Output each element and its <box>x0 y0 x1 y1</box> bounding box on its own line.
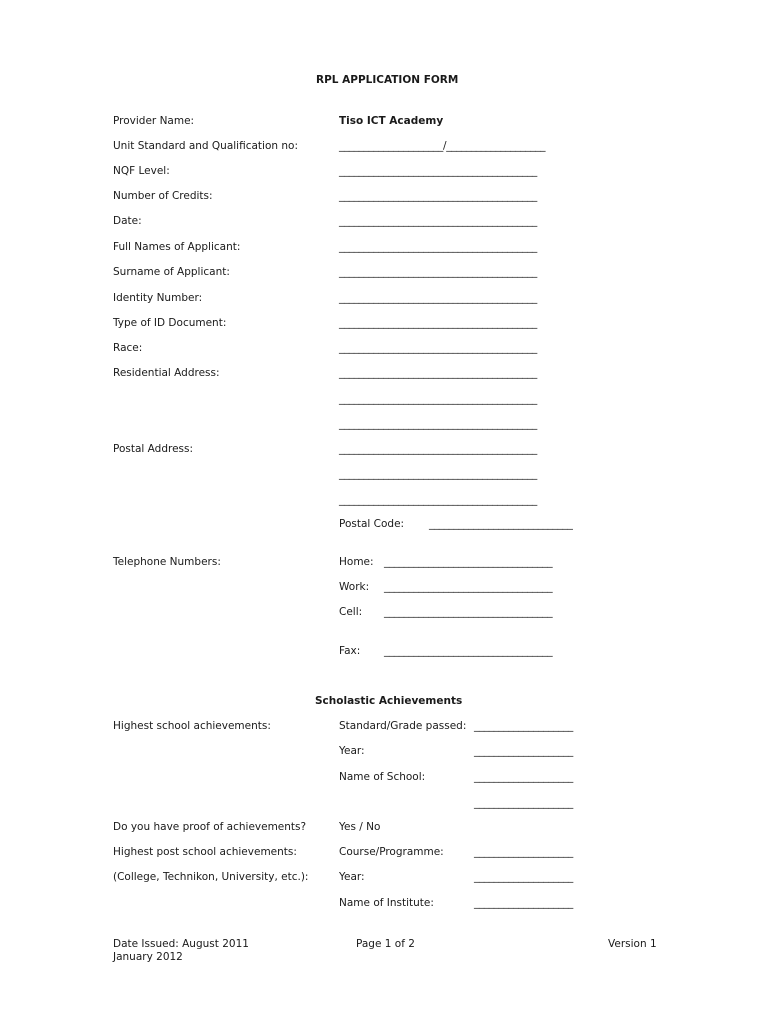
grade-passed-field[interactable]: ____________________ <box>474 720 574 732</box>
race-field[interactable]: ________________________________________ <box>339 342 538 354</box>
postal-code-label: Postal Code: <box>339 518 405 530</box>
footer-date-issued: Date Issued: August 2011 <box>113 938 249 950</box>
grade-passed-label: Standard/Grade passed: <box>339 720 467 732</box>
institute-label: Name of Institute: <box>339 897 434 909</box>
date-label: Date: <box>113 215 142 227</box>
residential-address-label: Residential Address: <box>113 367 220 379</box>
provider-name-value: Tiso ICT Academy <box>339 115 444 127</box>
scholastic-heading: Scholastic Achievements <box>315 695 463 707</box>
proof-options[interactable]: Yes / No <box>339 821 381 833</box>
postal-address-line-2[interactable]: ________________________________________ <box>339 468 538 480</box>
post-school-note: (College, Technikon, University, etc.): <box>113 871 309 883</box>
nqf-level-label: NQF Level: <box>113 165 170 177</box>
home-phone-field[interactable]: __________________________________ <box>384 556 553 568</box>
residential-address-line-2[interactable]: ________________________________________ <box>339 393 538 405</box>
proof-label: Do you have proof of achievements? <box>113 821 307 833</box>
full-names-field[interactable]: ________________________________________ <box>339 241 538 253</box>
nqf-level-field[interactable]: ________________________________________ <box>339 165 538 177</box>
cell-phone-field[interactable]: __________________________________ <box>384 606 553 618</box>
work-phone-field[interactable]: __________________________________ <box>384 581 553 593</box>
school-name-label: Name of School: <box>339 771 426 783</box>
date-field[interactable]: ________________________________________ <box>339 215 538 227</box>
institute-field[interactable]: ____________________ <box>474 897 574 909</box>
credits-label: Number of Credits: <box>113 190 213 202</box>
school-year-label: Year: <box>339 745 365 757</box>
unit-standard-field[interactable]: _____________________/____________________ <box>339 140 546 152</box>
credits-field[interactable]: ________________________________________ <box>339 190 538 202</box>
post-year-field[interactable]: ____________________ <box>474 871 574 883</box>
highest-school-label: Highest school achievements: <box>113 720 271 732</box>
page-title: RPL APPLICATION FORM <box>316 74 459 86</box>
post-school-label: Highest post school achievements: <box>113 846 297 858</box>
telephone-label: Telephone Numbers: <box>113 556 221 568</box>
postal-code-field[interactable]: _____________________________ <box>429 518 573 530</box>
full-names-label: Full Names of Applicant: <box>113 241 241 253</box>
provider-name-label: Provider Name: <box>113 115 195 127</box>
id-type-field[interactable]: ________________________________________ <box>339 317 538 329</box>
race-label: Race: <box>113 342 143 354</box>
residential-address-line-3[interactable]: ________________________________________ <box>339 418 538 430</box>
postal-address-line-3[interactable]: ________________________________________ <box>339 494 538 506</box>
school-name-field-2[interactable]: ____________________ <box>474 797 574 809</box>
postal-address-label: Postal Address: <box>113 443 194 455</box>
home-phone-label: Home: <box>339 556 374 568</box>
postal-address-line-1[interactable]: ________________________________________ <box>339 443 538 455</box>
surname-field[interactable]: ________________________________________ <box>339 266 538 278</box>
footer-page-number: Page 1 of 2 <box>356 938 415 950</box>
cell-phone-label: Cell: <box>339 606 363 618</box>
footer-version: Version 1 <box>608 938 657 950</box>
school-year-field[interactable]: ____________________ <box>474 745 574 757</box>
unit-standard-label: Unit Standard and Qualification no: <box>113 140 298 152</box>
work-phone-label: Work: <box>339 581 370 593</box>
identity-number-label: Identity Number: <box>113 292 203 304</box>
identity-number-field[interactable]: ________________________________________ <box>339 292 538 304</box>
post-year-label: Year: <box>339 871 365 883</box>
surname-label: Surname of Applicant: <box>113 266 230 278</box>
course-label: Course/Programme: <box>339 846 444 858</box>
fax-field[interactable]: __________________________________ <box>384 645 553 657</box>
school-name-field[interactable]: ____________________ <box>474 771 574 783</box>
id-type-label: Type of ID Document: <box>113 317 227 329</box>
fax-label: Fax: <box>339 645 361 657</box>
course-field[interactable]: ____________________ <box>474 846 574 858</box>
residential-address-line-1[interactable]: ________________________________________ <box>339 367 538 379</box>
footer-date-issued-2: January 2012 <box>113 951 183 963</box>
